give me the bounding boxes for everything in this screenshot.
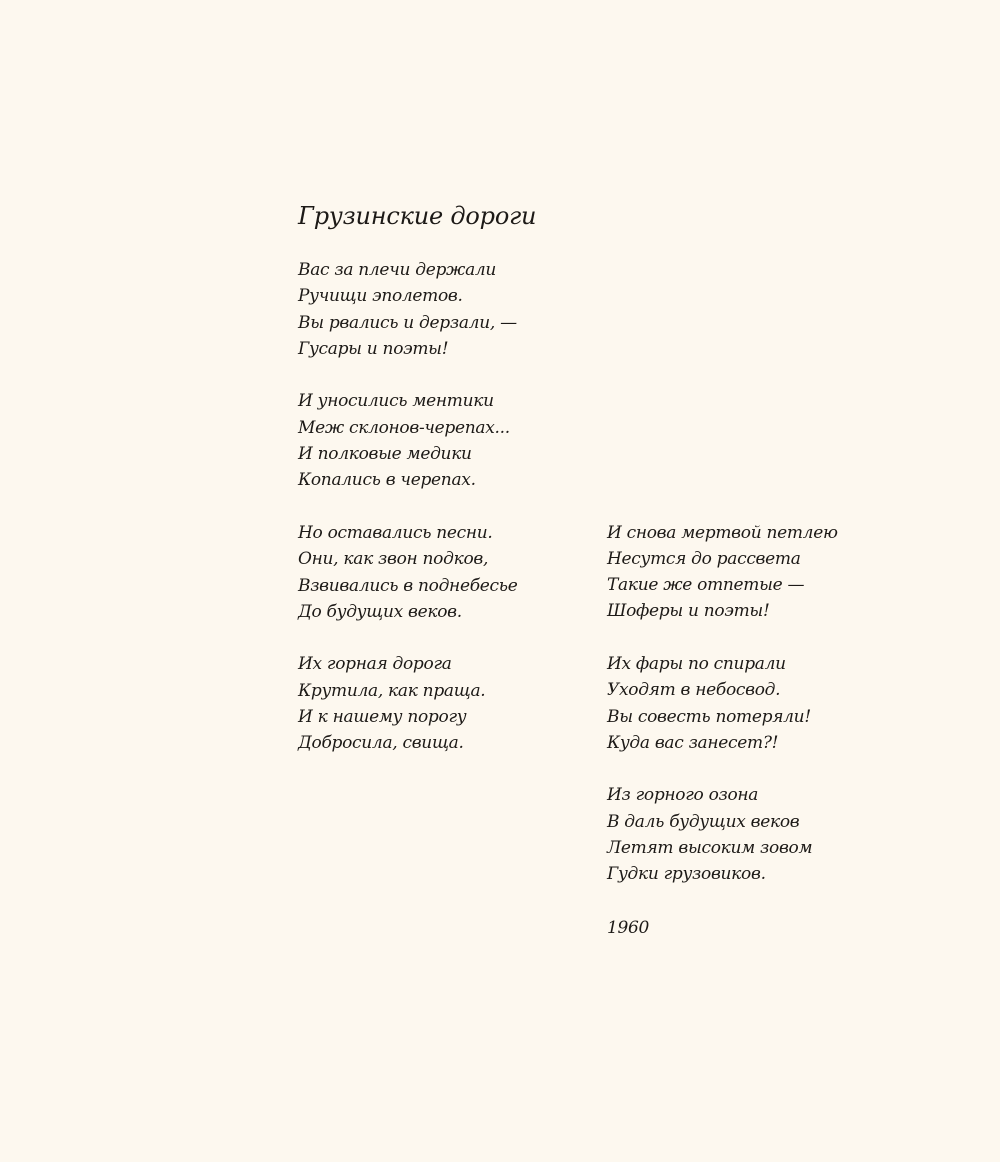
poem-line: В даль будущих веков xyxy=(607,811,800,832)
poem-line: Они, как звон подков, xyxy=(298,549,489,570)
poem-title: Грузинские дороги xyxy=(298,202,537,230)
poem-line: Гусары и поэты! xyxy=(298,338,449,359)
poem-line: Взвивались в поднебесье xyxy=(298,575,518,596)
poem-line: Уходят в небосвод. xyxy=(607,680,781,701)
poem-column-right xyxy=(607,257,907,888)
poem-line: И полковые медики xyxy=(298,444,472,465)
stanza xyxy=(607,782,907,887)
poem-line: Вы рвались и дерзали, — xyxy=(298,312,517,333)
poem-line: Вас за плечи держали xyxy=(298,260,497,280)
poem-line: Их фары по спирали xyxy=(607,653,786,674)
poem-column-left xyxy=(298,257,598,757)
stanza xyxy=(607,520,907,625)
poem-line: Крутила, как праща. xyxy=(298,680,486,701)
poem-line: Летят высоким зовом xyxy=(607,838,813,859)
poem-line: Копались в черепах. xyxy=(298,470,476,491)
stanza xyxy=(298,388,598,493)
poem-line: До будущих веков. xyxy=(298,601,462,622)
poem-line: Но оставались песни. xyxy=(298,522,493,543)
poem-line: Куда вас занесет?! xyxy=(607,732,779,753)
stanza xyxy=(298,651,598,756)
poem-line: Гудки грузовиков. xyxy=(607,864,766,885)
poem-line: Из горного озона xyxy=(607,785,759,806)
poem-line: Ручищи эполетов. xyxy=(298,286,463,307)
stanza xyxy=(607,651,907,756)
poem-line: Вы совесть потеряли! xyxy=(607,706,811,727)
poem-line: И уносились ментики xyxy=(298,391,494,412)
poem-line: Их горная дорога xyxy=(298,654,452,675)
poem-line: Несутся до рассвета xyxy=(607,548,801,569)
stanza xyxy=(298,520,598,625)
poem-line: Шоферы и поэты! xyxy=(607,601,770,622)
poem-line: И снова мертвой петлею xyxy=(607,522,838,543)
poem-year: 1960 xyxy=(607,918,650,938)
poem-line: И к нашему порогу xyxy=(298,707,467,728)
poem-line: Добросила, свища. xyxy=(298,733,464,754)
stanza xyxy=(298,257,598,362)
poem-line: Меж склонов-черепах... xyxy=(298,417,510,438)
poem-line: Такие же отпетые — xyxy=(607,575,805,596)
